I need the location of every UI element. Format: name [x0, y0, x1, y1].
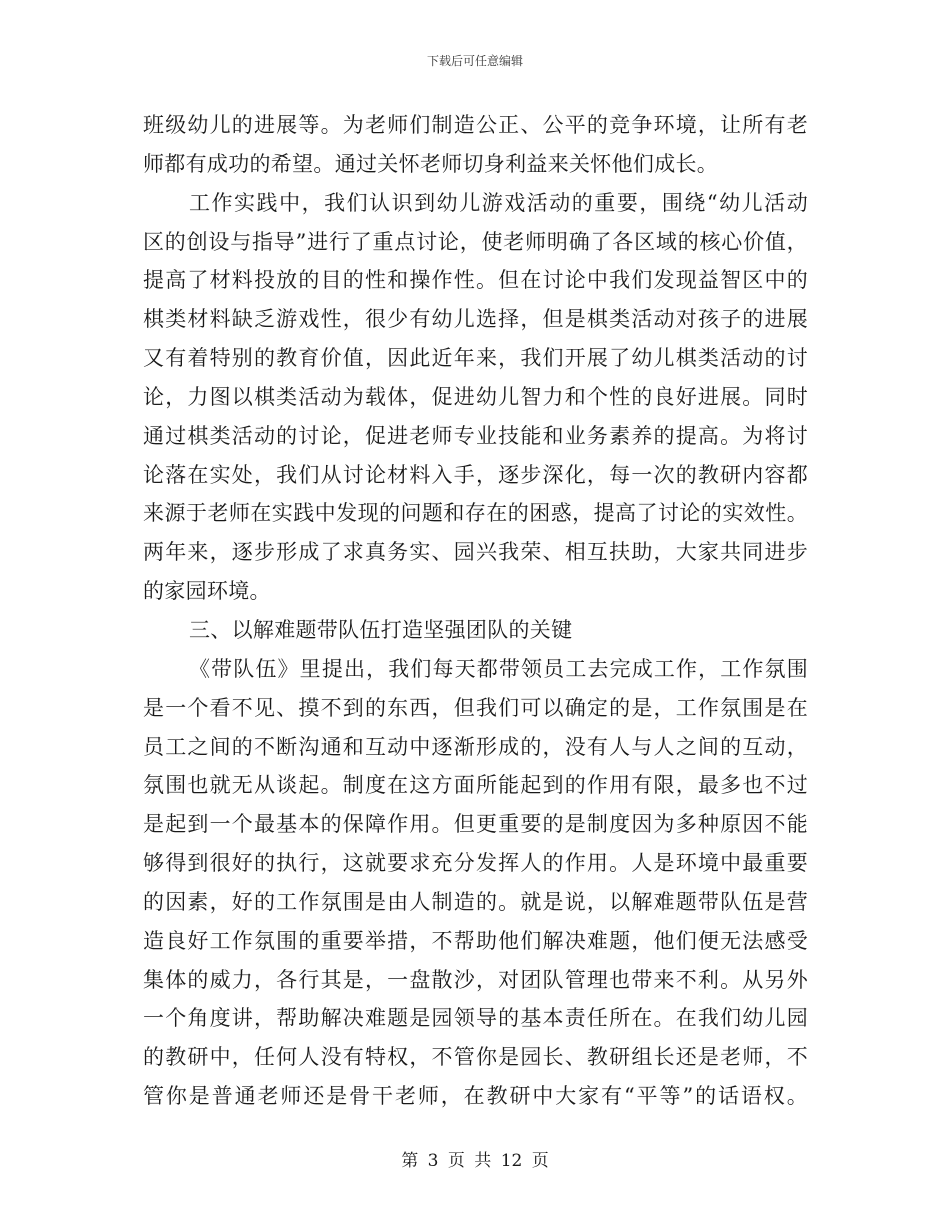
text-line: 管你是普通老师还是骨干老师，在教研中大家有“平等”的话语权。: [143, 1084, 808, 1109]
text-line: 三、以解难题带队伍打造坚强团队的关键: [189, 617, 573, 642]
text-line: 的教研中，任何人没有特权，不管你是园长、教研组长还是老师，不: [143, 1045, 808, 1070]
text-line: 工作实践中，我们认识到幼儿游戏活动的重要，围绕“幼儿活动: [189, 190, 808, 215]
text-line: 的因素，好的工作氛围是由人制造的。就是说，以解难题带队伍是营: [143, 889, 808, 914]
text-line: 通过棋类活动的讨论，促进老师专业技能和业务素养的提高。为将讨: [143, 423, 808, 448]
page-footer: 第 3 页 共 12 页: [401, 1151, 549, 1171]
text-line: 论落在实处，我们从讨论材料入手，逐步深化，每一次的教研内容都: [143, 462, 808, 487]
text-line: 区的创设与指导”进行了重点讨论，使老师明确了各区域的核心价值，: [143, 229, 808, 254]
text-line: 师都有成功的希望。通过关怀老师切身利益来关怀他们成长。: [143, 151, 719, 176]
document-body: [143, 106, 808, 1116]
text-line: 又有着特别的教育价值，因此近年来，我们开展了幼儿棋类活动的讨: [143, 346, 808, 371]
text-line: 够得到很好的执行，这就要求充分发挥人的作用。人是环境中最重要: [143, 851, 808, 876]
text-line: 来源于老师在实践中发现的问题和存在的困惑，提高了讨论的实效性。: [143, 501, 808, 526]
text-line: 的家园环境。: [143, 579, 271, 604]
page-header: 下载后可任意编辑: [426, 54, 523, 68]
text-line: 《带队伍》里提出，我们每天都带领员工去完成工作，工作氛围: [189, 656, 808, 681]
text-line: 造良好工作氛围的重要举措，不帮助他们解决难题，他们便无法感受: [143, 928, 808, 953]
text-line: 员工之间的不断沟通和互动中逐渐形成的，没有人与人之间的互动，: [143, 734, 808, 759]
text-line: 是起到一个最基本的保障作用。但更重要的是制度因为多种原因不能: [143, 812, 808, 837]
text-line: 两年来，逐步形成了求真务实、园兴我荣、相互扶助，大家共同进步: [143, 540, 808, 565]
text-line: 是一个看不见、摸不到的东西，但我们可以确定的是，工作氛围是在: [143, 695, 808, 720]
text-line: 论，力图以棋类活动为载体，促进幼儿智力和个性的良好进展。同时: [143, 384, 808, 409]
text-line: 一个角度讲，帮助解决难题是园领导的基本责任所在。在我们幼儿园: [143, 1006, 808, 1031]
text-line: 提高了材料投放的目的性和操作性。但在讨论中我们发现益智区中的: [143, 268, 808, 293]
text-line: 班级幼儿的进展等。为老师们制造公正、公平的竞争环境，让所有老: [143, 113, 808, 137]
text-line: 氛围也就无从谈起。制度在这方面所能起到的作用有限，最多也不过: [143, 773, 808, 798]
text-line: 棋类材料缺乏游戏性，很少有幼儿选择，但是棋类活动对孩子的进展: [143, 307, 808, 332]
text-line: 集体的威力，各行其是，一盘散沙，对团队管理也带来不利。从另外: [143, 967, 808, 992]
